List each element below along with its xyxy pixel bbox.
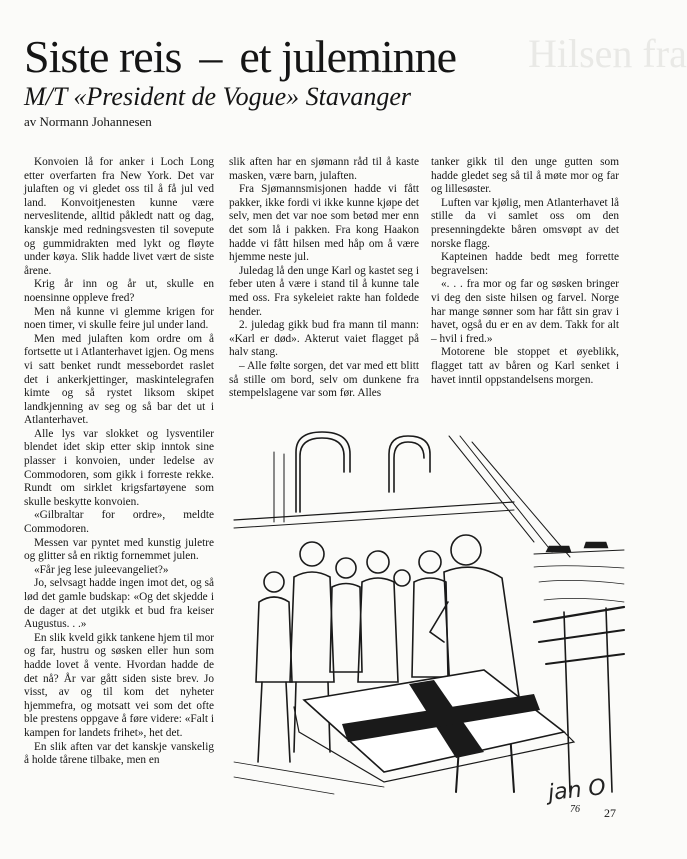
paragraph: «Får jeg lese juleevangeliet?»: [34, 563, 169, 576]
paragraph: Juledag lå den unge Karl og kastet seg i feber uten å være i stand til å kunne tale med oss. Fra sykeleiet rakte han foldede hender.: [229, 264, 419, 318]
paragraph: Motorene ble stoppet et øyeblikk, flagget tatt av båren og Karl senket i havet inntil oppstandelsens morgen.: [431, 346, 619, 386]
paragraph: slik aften har en sjømann råd til å kaste masken, være barn, julaften.: [229, 156, 419, 182]
burial-at-sea-illustration: [234, 432, 624, 797]
text-column-3: [431, 156, 619, 387]
paragraph: Fra Sjømannsmisjonen hadde vi fått pakker, ikke fordi vi ikke kunne kjøpe det selv, men det var noe som betød mer enn det som lå i pakken. Fra kong Haakon hadde vi fått hilsen med håp om å være hjemme neste jul.: [229, 183, 419, 264]
text-column-2: [229, 156, 419, 401]
paragraph: Messen var pyntet med kunstig juletre og glitter så en riktig fornemmet julen.: [24, 536, 214, 563]
paragraph: Jo, selvsagt hadde ingen imot det, og så lød det gamle budskap: «Og det skjedde i de dager at det utgikk et bud fra keiser Augustus. . .»: [24, 577, 214, 631]
ghost-heading-bleed: Hilsen fra: [528, 31, 687, 76]
title-right: et juleminne: [239, 31, 457, 82]
paragraph: Men med julaften kom ordre om å fortsette ut i Atlanterhavet igjen. Og mens vi satt benket rundt messebordet raslet det i ankerkjettinger, maskintelegrafen kimte og så rystet liksom skipet landkjenning av seg og så bar det ut i Atlanterhavet.: [24, 332, 214, 427]
paragraph: 2. juledag gikk bud fra mann til mann: «Karl er død». Akterut vaiet flagget på halv stang.: [229, 319, 419, 359]
paragraph: En slik kveld gikk tankene hjem til mor og far, hustru og søsken eller hun som hadde lovet å vente. Hvordan hadde de det nå? År var gått siden siste brev. Jo visst, av og til kom det nyheter hjemmefra, og motsatt vei som det ofte ble prestens oppgave å føre videre: «Falt i kampen for landets frihet», het det.: [24, 631, 214, 739]
paragraph: Konvoien lå for anker i Loch Long etter overfarten fra New York. Det var julaften og vi gledet oss til å få jul ved land. Konvoitjenesten kunne være nerveslitende, alltid påkledt natt og dag, kanskje med redningsvesten til sovepute og gummidrakten med lykt og fløyte under køya. Slik hadde livet vært de siste årene.: [24, 156, 214, 277]
paragraph: «Gilbraltar for ordre», meldte Commodoren.: [24, 509, 214, 536]
paragraph: – Alle følte sorgen, det var med ett blitt så stille om bord, selv om dunkene fra stempelslagene var som før. Alles: [229, 359, 419, 400]
paragraph: Luften var kjølig, men Atlanterhavet lå stille da vi samlet oss om den presenningdekte båren omsvøpt av det norske flagg.: [431, 196, 619, 250]
byline: av Normann Johannesen: [24, 114, 152, 129]
title-dash: –: [199, 31, 222, 82]
paragraph: Men nå kunne vi glemme krigen for noen timer, vi skulle feire jul under land.: [24, 305, 214, 332]
paragraph: tanker gikk til den unge gutten som hadde gledet seg så til å møte mor og far og lillesøster.: [431, 156, 619, 196]
page-number: 27: [604, 806, 616, 820]
article-subtitle: M/T «President de Vogue» Stavanger: [24, 82, 412, 111]
paragraph: En slik aften var det kanskje vanskelig å holde tårene tilbake, men en: [24, 740, 214, 767]
paragraph: Kapteinen hadde bedt meg forrette begravelsen:: [431, 251, 619, 277]
paragraph: Alle lys var slokket og lysventiler blendet idet skip etter skip inntok sine plasser i konvoien, under ledelse av Commodoren, som gikk i forreste rekke. Rundt om sirklet krigsfartøyene som skulle beskytte konvoien.: [24, 427, 214, 508]
title-left: Siste reis: [24, 31, 182, 82]
paragraph: «. . . fra mor og far og søsken bringer vi deg den siste hilsen og farvel. Norge har mange sønner som har fått sin grav i havet, også du er en av dem. Takk for alt – hvil i fred.»: [431, 278, 619, 345]
text-column-1: [24, 156, 214, 768]
signature-year: 76: [570, 804, 580, 815]
paragraph: Krig år inn og år ut, skulle en noensinne oppleve fred?: [24, 278, 214, 304]
article-title: [24, 31, 457, 82]
artist-signature: jan O: [546, 775, 608, 806]
